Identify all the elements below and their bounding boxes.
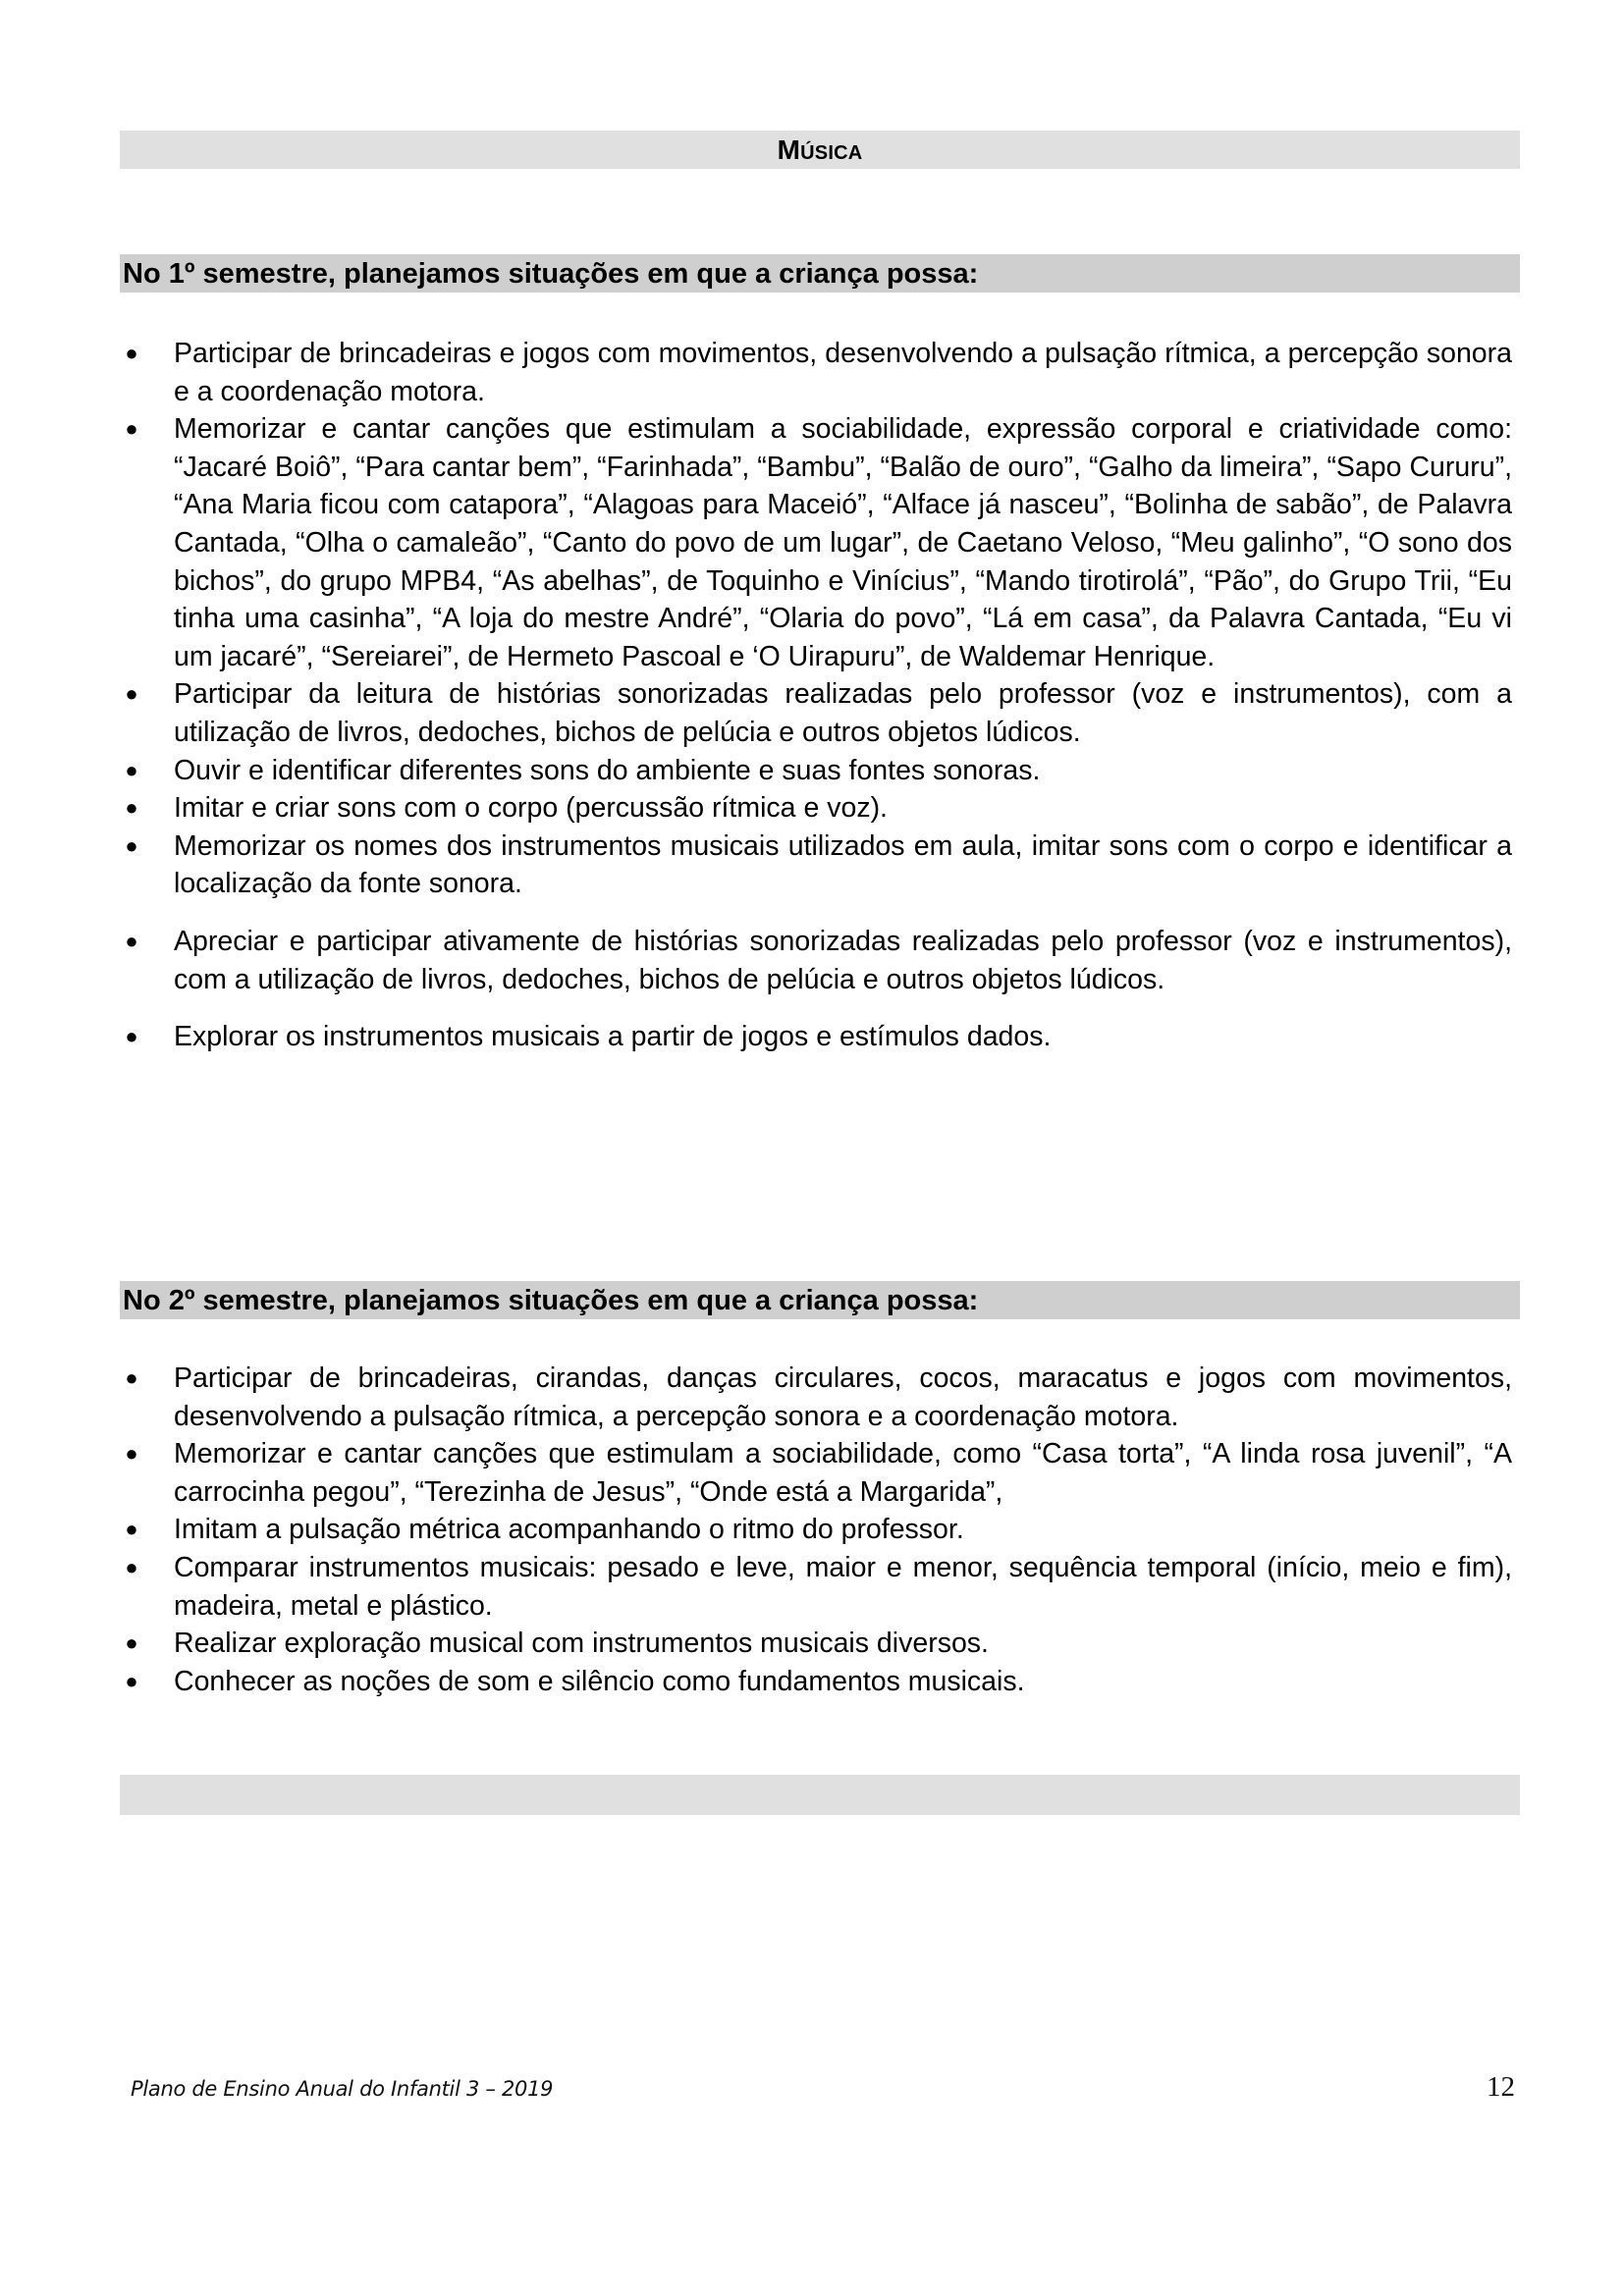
- bullet-icon: ●: [125, 1024, 138, 1049]
- section-1-heading-bar: [120, 254, 1520, 293]
- bullet-icon: ●: [125, 416, 138, 442]
- list-item-text: Conhecer as noções de som e silêncio como fundamentos musicais.: [174, 1665, 1025, 1697]
- list-item: [120, 675, 1512, 751]
- bullet-icon: ●: [125, 1554, 138, 1579]
- bullet-icon: ●: [125, 1517, 138, 1542]
- list-item-text: Ouvir e identificar diferentes sons do ambiente e suas fontes sonoras.: [174, 754, 1041, 786]
- section-2-list: [120, 1360, 1512, 1700]
- empty-footer-bar: [120, 1775, 1520, 1815]
- list-item: [120, 1018, 1512, 1056]
- list-item: [120, 410, 1512, 675]
- list-item: [120, 828, 1512, 903]
- list-item: [120, 789, 1512, 828]
- list-item: [120, 1549, 1512, 1625]
- list-item: [120, 335, 1512, 410]
- list-item-text: Explorar os instrumentos musicais a partir de jogos e estímulos dados.: [174, 1021, 1052, 1053]
- bullet-icon: ●: [125, 1441, 138, 1467]
- bullet-icon: ●: [125, 341, 138, 365]
- bullet-icon: ●: [125, 1630, 138, 1656]
- list-item-text: Realizar exploração musical com instrumentos musicais diversos.: [174, 1628, 989, 1660]
- page-number: 12: [1487, 2071, 1515, 2103]
- footer-document-title: Plano de Ensino Anual do Infantil 3 – 2019: [131, 2077, 554, 2101]
- list-item: [120, 752, 1512, 790]
- list-item: [120, 1625, 1512, 1663]
- section-2-heading-bar: [120, 1281, 1520, 1319]
- list-item-text: Participar da leitura de histórias sonorizadas realizadas pelo professor (voz e instrumentos), com a utilização de livros, dedoches, bichos de pelúcia e outros objetos lúdicos.: [174, 678, 1512, 748]
- list-item-text: Participar de brincadeiras, cirandas, danças circulares, cocos, maracatus e jogos com movimentos, desenvolvendo a pulsação rítmica, a percepção sonora e a coordenação motora.: [174, 1362, 1512, 1432]
- bullet-icon: ●: [125, 1365, 138, 1390]
- bullet-icon: ●: [125, 832, 138, 858]
- bullet-icon: ●: [125, 795, 138, 821]
- title-bar: [120, 131, 1520, 169]
- section-1-list: [120, 335, 1512, 1056]
- bullet-icon: ●: [125, 681, 138, 707]
- bullet-icon: ●: [125, 757, 138, 782]
- list-item-text: Memorizar e cantar canções que estimulam a sociabilidade, expressão corporal e criatividade como: “Jacaré Boiô”, “Para cantar bem”, “Farinhada”, “Bambu”, “Balão de ouro”, “Galho da limeira”, “Sapo Cururu”, “Ana Maria ficou com catapora”, “Alagoas para Maceió”, “Alface já nasceu”, “Bolinha de sabão”, de Palavra Cantada, “Olha o camaleão”, “Canto do povo de um lugar”, de Caetano Veloso, “Meu galinho”, “O sono dos bichos”, do grupo MPB4, “As abelhas”, de Toquinho e Vinícius”, “Mando tirotirolá”, “Pão”, do Grupo Trii, “Eu tinha uma casinha”, “A loja do mestre André”, “Olaria do povo”, “Lá em casa”, da Palavra Cantada, “Eu vi um jacaré”, “Sereiarei”, de Hermeto Pascoal e ‘O Uirapuru”, de Waldemar Henrique.: [174, 413, 1512, 672]
- bullet-icon: ●: [125, 928, 138, 953]
- list-item-text: Memorizar e cantar canções que estimulam a sociabilidade, como “Casa torta”, “A linda rosa juvenil”, “A carrocinha pegou”, “Terezinha de Jesus”, “Onde está a Margarida”,: [174, 1438, 1512, 1508]
- list-item-text: Apreciar e participar ativamente de histórias sonorizadas realizadas pelo professor (voz e instrumentos), com a utilização de livros, dedoches, bichos de pelúcia e outros objetos lúdicos.: [174, 925, 1512, 995]
- list-item: [120, 1663, 1512, 1701]
- list-item: [120, 1435, 1512, 1511]
- section-1-heading: No 1º semestre, planejamos situações em que a criança possa:: [123, 258, 979, 290]
- list-item-text: Imitar e criar sons com o corpo (percussão rítmica e voz).: [174, 792, 888, 825]
- page-title: Música: [777, 134, 863, 165]
- list-item: [120, 923, 1512, 998]
- list-item-text: Comparar instrumentos musicais: pesado e leve, maior e menor, sequência temporal (início, meio e fim), madeira, metal e plástico.: [174, 1551, 1512, 1622]
- list-item-text: Participar de brincadeiras e jogos com movimentos, desenvolvendo a pulsação rítmica, a percepção sonora e a coordenação motora.: [174, 338, 1512, 407]
- list-item-text: Imitam a pulsação métrica acompanhando o ritmo do professor.: [174, 1514, 964, 1546]
- list-item: [120, 1511, 1512, 1549]
- list-item: [120, 1360, 1512, 1435]
- list-item-text: Memorizar os nomes dos instrumentos musicais utilizados em aula, imitar sons com o corpo e identificar a localização da fonte sonora.: [174, 829, 1512, 900]
- bullet-icon: ●: [125, 1668, 138, 1693]
- section-2-heading: No 2º semestre, planejamos situações em que a criança possa:: [123, 1285, 979, 1316]
